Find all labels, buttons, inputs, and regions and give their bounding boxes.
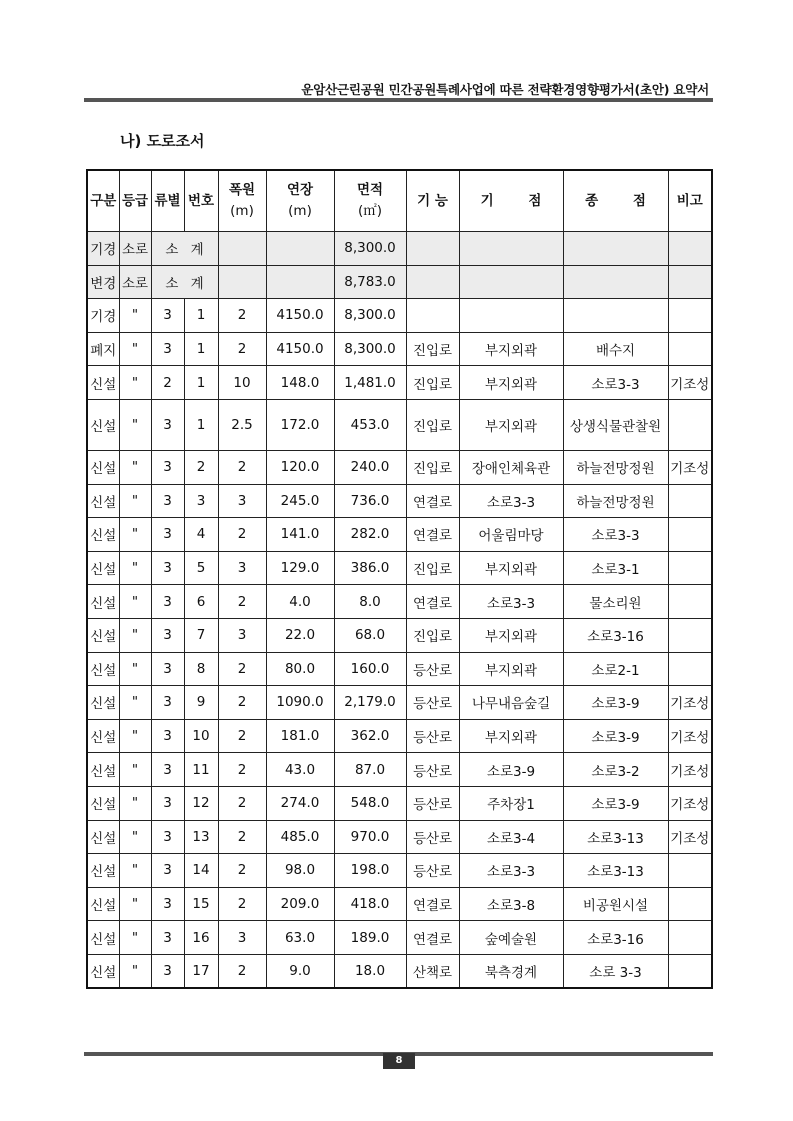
cell-type: 3	[151, 820, 184, 854]
cell-start: 어울림마당	[459, 518, 563, 552]
cell-length: 43.0	[266, 753, 334, 787]
table-row	[87, 954, 712, 988]
cell-area: 362.0	[334, 719, 406, 753]
cell-function: 진입로	[406, 450, 459, 484]
cell-number: 12	[184, 786, 218, 820]
header-length-unit: (m)	[288, 203, 312, 219]
cell-end: 소로3-9	[563, 786, 668, 820]
cell-type: 3	[151, 450, 184, 484]
cell-function	[406, 299, 459, 333]
cell-function: 연결로	[406, 585, 459, 619]
cell-number: 13	[184, 820, 218, 854]
cell-gubun: 신설	[87, 518, 119, 552]
cell-end: 물소리원	[563, 585, 668, 619]
cell-grade: "	[119, 753, 151, 787]
table-row	[87, 753, 712, 787]
cell-note	[668, 232, 712, 266]
cell-end: 소로3-3	[563, 518, 668, 552]
cell-start: 소로3-3	[459, 585, 563, 619]
table-row	[87, 786, 712, 820]
cell-function: 등산로	[406, 786, 459, 820]
cell-grade: "	[119, 484, 151, 518]
cell-note	[668, 585, 712, 619]
cell-number: 17	[184, 954, 218, 988]
cell-grade: "	[119, 887, 151, 921]
page-number: 8	[383, 1053, 415, 1069]
cell-length: 4.0	[266, 585, 334, 619]
cell-grade: "	[119, 618, 151, 652]
cell-type: 3	[151, 585, 184, 619]
cell-note	[668, 332, 712, 366]
table-row	[87, 686, 712, 720]
cell-end: 소로 3-3	[563, 954, 668, 988]
cell-width	[218, 265, 266, 299]
cell-type: 2	[151, 366, 184, 400]
cell-note	[668, 265, 712, 299]
cell-type: 3	[151, 954, 184, 988]
cell-width: 2	[218, 820, 266, 854]
cell-type: 3	[151, 551, 184, 585]
cell-area: 282.0	[334, 518, 406, 552]
cell-number: 4	[184, 518, 218, 552]
table-body	[87, 232, 712, 988]
cell-note	[668, 484, 712, 518]
cell-area: 198.0	[334, 854, 406, 888]
cell-length: 1090.0	[266, 686, 334, 720]
cell-note: 기조성	[668, 450, 712, 484]
cell-area: 1,481.0	[334, 366, 406, 400]
cell-end: 소로3-16	[563, 921, 668, 955]
cell-function: 진입로	[406, 366, 459, 400]
cell-length: 141.0	[266, 518, 334, 552]
cell-start: 소로3-9	[459, 753, 563, 787]
cell-end: 비공원시설	[563, 887, 668, 921]
cell-end: 소로3-3	[563, 366, 668, 400]
cell-grade: "	[119, 551, 151, 585]
cell-gubun: 변경	[87, 265, 119, 299]
table-row	[87, 551, 712, 585]
cell-start: 소로3-3	[459, 854, 563, 888]
cell-number: 2	[184, 450, 218, 484]
cell-area: 87.0	[334, 753, 406, 787]
cell-function: 등산로	[406, 820, 459, 854]
cell-length: 148.0	[266, 366, 334, 400]
cell-note: 기조성	[668, 753, 712, 787]
table-row	[87, 719, 712, 753]
cell-grade: "	[119, 518, 151, 552]
table-row	[87, 484, 712, 518]
cell-grade: "	[119, 299, 151, 333]
cell-type: 3	[151, 921, 184, 955]
cell-function: 진입로	[406, 618, 459, 652]
cell-area: 8,783.0	[334, 265, 406, 299]
cell-gubun: 기경	[87, 232, 119, 266]
cell-gubun: 신설	[87, 450, 119, 484]
cell-function: 연결로	[406, 887, 459, 921]
cell-width: 2	[218, 450, 266, 484]
cell-note	[668, 887, 712, 921]
cell-type: 3	[151, 887, 184, 921]
cell-number: 1	[184, 399, 218, 450]
cell-note: 기조성	[668, 366, 712, 400]
cell-length	[266, 232, 334, 266]
cell-gubun: 기경	[87, 299, 119, 333]
cell-area: 160.0	[334, 652, 406, 686]
header-length	[266, 170, 334, 232]
cell-function: 산책로	[406, 954, 459, 988]
cell-gubun: 신설	[87, 366, 119, 400]
cell-function	[406, 265, 459, 299]
cell-subtotal-label: 소 계	[151, 232, 218, 266]
cell-gubun: 신설	[87, 399, 119, 450]
cell-grade: "	[119, 585, 151, 619]
cell-number: 1	[184, 299, 218, 333]
cell-note: 기조성	[668, 686, 712, 720]
header-function: 기 능	[406, 170, 459, 232]
cell-length: 4150.0	[266, 299, 334, 333]
cell-note: 기조성	[668, 786, 712, 820]
cell-note: 기조성	[668, 820, 712, 854]
cell-start: 장애인체육관	[459, 450, 563, 484]
table-row	[87, 585, 712, 619]
cell-note	[668, 551, 712, 585]
table-header-row	[87, 170, 712, 232]
cell-end: 하늘전망정원	[563, 450, 668, 484]
cell-start: 부지외곽	[459, 399, 563, 450]
cell-grade: "	[119, 652, 151, 686]
cell-end: 상생식물관찰원	[563, 399, 668, 450]
cell-area: 240.0	[334, 450, 406, 484]
cell-gubun: 신설	[87, 786, 119, 820]
cell-note	[668, 954, 712, 988]
cell-gubun: 신설	[87, 719, 119, 753]
cell-end	[563, 265, 668, 299]
cell-grade: 소로	[119, 232, 151, 266]
cell-width: 2	[218, 652, 266, 686]
cell-start: 부지외곽	[459, 366, 563, 400]
cell-end: 소로3-16	[563, 618, 668, 652]
cell-start	[459, 299, 563, 333]
header-number: 번호	[184, 170, 218, 232]
cell-start: 북측경계	[459, 954, 563, 988]
cell-note	[668, 854, 712, 888]
cell-grade: "	[119, 450, 151, 484]
cell-start: 부지외곽	[459, 652, 563, 686]
cell-type: 3	[151, 399, 184, 450]
cell-width	[218, 232, 266, 266]
cell-length: 245.0	[266, 484, 334, 518]
cell-note	[668, 618, 712, 652]
cell-start: 나무내음숲길	[459, 686, 563, 720]
table-row	[87, 820, 712, 854]
cell-start: 소로3-8	[459, 887, 563, 921]
cell-start: 소로3-4	[459, 820, 563, 854]
cell-function: 연결로	[406, 484, 459, 518]
cell-area: 418.0	[334, 887, 406, 921]
cell-function: 등산로	[406, 753, 459, 787]
cell-number: 14	[184, 854, 218, 888]
cell-function: 진입로	[406, 332, 459, 366]
header-divider	[84, 98, 713, 102]
cell-area: 548.0	[334, 786, 406, 820]
cell-start: 부지외곽	[459, 719, 563, 753]
cell-number: 15	[184, 887, 218, 921]
table-row	[87, 652, 712, 686]
cell-length: 181.0	[266, 719, 334, 753]
cell-type: 3	[151, 484, 184, 518]
cell-end: 배수지	[563, 332, 668, 366]
cell-grade: "	[119, 954, 151, 988]
header-end: 종 점	[563, 170, 668, 232]
cell-type: 3	[151, 854, 184, 888]
table-row	[87, 854, 712, 888]
cell-width: 2	[218, 786, 266, 820]
cell-note: 기조성	[668, 719, 712, 753]
cell-grade: 소로	[119, 265, 151, 299]
cell-end: 소로3-9	[563, 686, 668, 720]
summary-row	[87, 232, 712, 266]
table-row	[87, 450, 712, 484]
cell-function: 진입로	[406, 399, 459, 450]
cell-length: 4150.0	[266, 332, 334, 366]
cell-type: 3	[151, 518, 184, 552]
header-length-label: 연장	[286, 182, 314, 198]
cell-gubun: 신설	[87, 618, 119, 652]
cell-length: 209.0	[266, 887, 334, 921]
cell-function: 연결로	[406, 518, 459, 552]
cell-area: 8,300.0	[334, 232, 406, 266]
summary-row	[87, 265, 712, 299]
cell-area: 8,300.0	[334, 299, 406, 333]
cell-width: 2	[218, 585, 266, 619]
cell-area: 189.0	[334, 921, 406, 955]
cell-gubun: 신설	[87, 551, 119, 585]
cell-number: 1	[184, 366, 218, 400]
cell-length: 485.0	[266, 820, 334, 854]
cell-area: 2,179.0	[334, 686, 406, 720]
cell-grade: "	[119, 332, 151, 366]
cell-end: 하늘전망정원	[563, 484, 668, 518]
cell-number: 3	[184, 484, 218, 518]
table-row	[87, 299, 712, 333]
cell-end: 소로3-13	[563, 820, 668, 854]
cell-width: 2	[218, 854, 266, 888]
cell-start: 숲예술원	[459, 921, 563, 955]
cell-type: 3	[151, 786, 184, 820]
cell-end: 소로3-13	[563, 854, 668, 888]
cell-width: 2	[218, 518, 266, 552]
cell-width: 2	[218, 332, 266, 366]
cell-area: 68.0	[334, 618, 406, 652]
cell-area: 18.0	[334, 954, 406, 988]
cell-gubun: 신설	[87, 854, 119, 888]
road-table	[86, 169, 713, 989]
cell-width: 2	[218, 887, 266, 921]
cell-grade: "	[119, 786, 151, 820]
cell-grade: "	[119, 399, 151, 450]
cell-gubun: 신설	[87, 652, 119, 686]
cell-gubun: 신설	[87, 921, 119, 955]
cell-width: 2	[218, 299, 266, 333]
table-row	[87, 332, 712, 366]
cell-start	[459, 265, 563, 299]
cell-length: 63.0	[266, 921, 334, 955]
cell-function: 진입로	[406, 551, 459, 585]
cell-area: 453.0	[334, 399, 406, 450]
cell-note	[668, 299, 712, 333]
cell-start	[459, 232, 563, 266]
cell-function: 등산로	[406, 686, 459, 720]
cell-area: 736.0	[334, 484, 406, 518]
cell-grade: "	[119, 719, 151, 753]
header-area-unit: (㎡)	[357, 203, 383, 219]
cell-type: 3	[151, 299, 184, 333]
cell-function	[406, 232, 459, 266]
cell-gubun: 신설	[87, 585, 119, 619]
cell-width: 2.5	[218, 399, 266, 450]
cell-width: 2	[218, 954, 266, 988]
cell-start: 주차장1	[459, 786, 563, 820]
cell-width: 3	[218, 921, 266, 955]
cell-end: 소로3-1	[563, 551, 668, 585]
cell-gubun: 신설	[87, 887, 119, 921]
cell-note	[668, 921, 712, 955]
cell-type: 3	[151, 719, 184, 753]
cell-number: 16	[184, 921, 218, 955]
header-start: 기 점	[459, 170, 563, 232]
cell-width: 3	[218, 484, 266, 518]
cell-grade: "	[119, 820, 151, 854]
cell-number: 5	[184, 551, 218, 585]
cell-type: 3	[151, 332, 184, 366]
cell-type: 3	[151, 686, 184, 720]
cell-subtotal-label: 소 계	[151, 265, 218, 299]
cell-note	[668, 518, 712, 552]
cell-number: 11	[184, 753, 218, 787]
cell-length: 120.0	[266, 450, 334, 484]
cell-width: 2	[218, 753, 266, 787]
cell-length: 9.0	[266, 954, 334, 988]
cell-length: 80.0	[266, 652, 334, 686]
cell-gubun: 신설	[87, 484, 119, 518]
header-gubun: 구분	[87, 170, 119, 232]
cell-gubun: 폐지	[87, 332, 119, 366]
header-area-label: 면적	[356, 182, 384, 198]
cell-length	[266, 265, 334, 299]
header-width-unit: (m)	[230, 203, 254, 219]
cell-grade: "	[119, 921, 151, 955]
cell-start: 부지외곽	[459, 618, 563, 652]
cell-gubun: 신설	[87, 954, 119, 988]
cell-number: 7	[184, 618, 218, 652]
cell-area: 8,300.0	[334, 332, 406, 366]
cell-function: 등산로	[406, 719, 459, 753]
table-row	[87, 399, 712, 450]
cell-end: 소로3-9	[563, 719, 668, 753]
cell-area: 970.0	[334, 820, 406, 854]
cell-number: 1	[184, 332, 218, 366]
cell-length: 274.0	[266, 786, 334, 820]
cell-width: 2	[218, 686, 266, 720]
table-row	[87, 921, 712, 955]
header-type: 류별	[151, 170, 184, 232]
cell-end: 소로3-2	[563, 753, 668, 787]
header-area	[334, 170, 406, 232]
cell-note	[668, 399, 712, 450]
cell-grade: "	[119, 366, 151, 400]
cell-length: 22.0	[266, 618, 334, 652]
cell-function: 등산로	[406, 854, 459, 888]
cell-length: 129.0	[266, 551, 334, 585]
table-row	[87, 518, 712, 552]
cell-width: 3	[218, 618, 266, 652]
cell-gubun: 신설	[87, 686, 119, 720]
header-width	[218, 170, 266, 232]
table-row	[87, 366, 712, 400]
cell-width: 10	[218, 366, 266, 400]
cell-note	[668, 652, 712, 686]
cell-function: 연결로	[406, 921, 459, 955]
cell-type: 3	[151, 652, 184, 686]
cell-length: 98.0	[266, 854, 334, 888]
cell-start: 소로3-3	[459, 484, 563, 518]
cell-grade: "	[119, 686, 151, 720]
header-grade: 등급	[119, 170, 151, 232]
cell-length: 172.0	[266, 399, 334, 450]
header-width-label: 폭원	[228, 182, 256, 198]
cell-type: 3	[151, 618, 184, 652]
cell-number: 6	[184, 585, 218, 619]
document-header-title: 운암산근린공원 민간공원특례사업에 따른 전략환경영향평가서(초안) 요약서	[301, 82, 709, 97]
table-row	[87, 618, 712, 652]
section-title: 나) 도로조서	[120, 132, 205, 150]
cell-end	[563, 299, 668, 333]
cell-area: 386.0	[334, 551, 406, 585]
header-note: 비고	[668, 170, 712, 232]
cell-start: 부지외곽	[459, 551, 563, 585]
cell-gubun: 신설	[87, 820, 119, 854]
cell-area: 8.0	[334, 585, 406, 619]
cell-function: 등산로	[406, 652, 459, 686]
cell-gubun: 신설	[87, 753, 119, 787]
table-row	[87, 887, 712, 921]
cell-number: 9	[184, 686, 218, 720]
cell-grade: "	[119, 854, 151, 888]
cell-start: 부지외곽	[459, 332, 563, 366]
cell-width: 2	[218, 719, 266, 753]
cell-number: 10	[184, 719, 218, 753]
cell-end	[563, 232, 668, 266]
cell-end: 소로2-1	[563, 652, 668, 686]
cell-number: 8	[184, 652, 218, 686]
cell-type: 3	[151, 753, 184, 787]
cell-width: 3	[218, 551, 266, 585]
